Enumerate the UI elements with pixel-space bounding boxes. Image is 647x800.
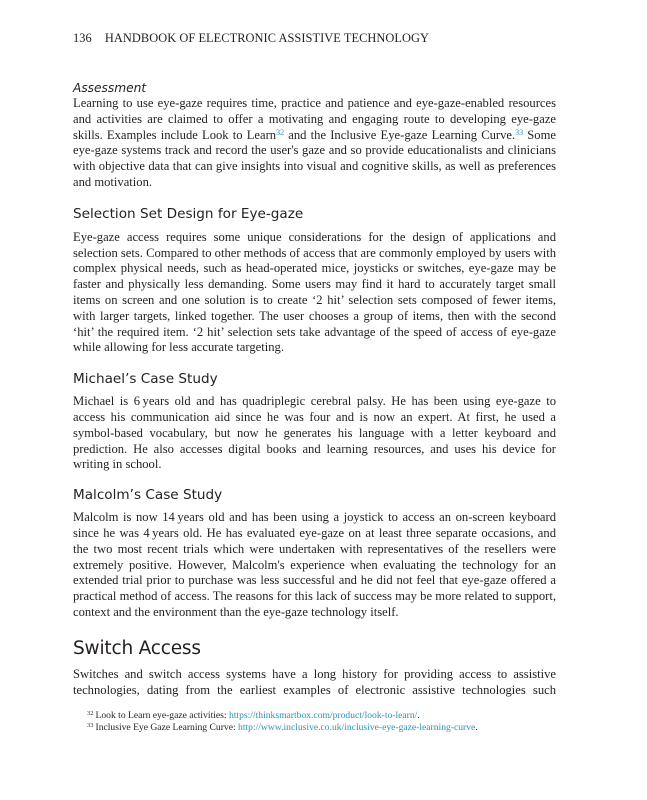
footnote-ref-32[interactable]: 32 <box>276 127 285 137</box>
michael-case-study-section <box>73 370 556 473</box>
selection-set-section <box>73 205 556 356</box>
page-number: 136 <box>73 31 92 45</box>
assessment-text-1: Learning to use eye-gaze requires time, practice and patience and eye-gaze-enabled resources and activities are claimed to offer a motivating and engaging route to developing eye-gaze skills. Examples include Look to Learn <box>73 96 556 142</box>
footnote-number: 33 <box>87 721 94 729</box>
assessment-section <box>73 78 556 191</box>
footnote-link[interactable]: http://www.inclusive.co.uk/inclusive-eye-gaze-learning-curve <box>238 721 476 733</box>
page-content <box>73 78 556 698</box>
footnotes <box>87 710 557 734</box>
michael-case-study-heading: Michael’s Case Study <box>73 371 218 388</box>
malcolm-case-study-heading: Malcolm’s Case Study <box>73 487 223 504</box>
footnote-number: 32 <box>87 710 94 717</box>
running-head <box>73 31 429 46</box>
footnote-link[interactable]: https://thinksmartbox.com/product/look-to-learn/ <box>228 710 418 721</box>
footnote-label: Inclusive Eye Gaze Learning Curve: <box>95 721 239 733</box>
assessment-text-2: and the Inclusive Eye-gaze Learning Curve. <box>284 127 516 142</box>
assessment-text-3: Some eye-gaze systems track and record the user's gaze and so provide educationalists and clinicians with objective data that can give insights into visual and cognitive skills, as well as preferences and motivation. <box>73 127 556 189</box>
footnote-label: Look to Learn eye-gaze activities: <box>95 710 229 721</box>
michael-case-study-paragraph: Michael is 6 years old and has quadriplegic cerebral palsy. He has been using eye-gaze to access his communication aid since he was four and is now an expert. At first, he used a symbol-based vocabulary, but now he generates his language with a letter keyboard and prediction. He also accesses digital books and learning resources, and uses his device for writing in school. <box>73 394 556 472</box>
assessment-paragraph <box>73 96 556 191</box>
selection-set-paragraph: Eye-gaze access requires some unique considerations for the design of applications and selection sets. Compared to other methods of access that are commonly employed by users with complex physical needs, such as head-operated mice, joysticks or switches, eye-gaze may be faster and physically less demanding. Some users may find it hard to accurately target small items on screen and one solution is to create ‘2 hit’ selection sets composed of fewer items, with larger targets, linked together. The user chooses a group of items, then with the second ‘hit’ the required item. ‘2 hit’ selection sets take advantage of the speed of access of eye-gaze while allowing for less accurate targeting. <box>73 229 556 355</box>
malcolm-case-study-paragraph: Malcolm is now 14 years old and has been using a joystick to access an on-screen keyboard since he was 4 years old. He has evaluated eye-gaze on at least three separate occasions, and the two most recent trials which were undertaken with representatives of the resellers were extremely positive. However, Malcolm's experience when evaluating the technology for an extended trial prior to purchase was less successful and he did not feel that eye-gaze offered a practical method of access. The reasons for this lack of success may be more related to support, context and the environment than the eye-gaze technology itself. <box>73 510 556 619</box>
footnote-ref-33[interactable]: 33 <box>515 127 524 137</box>
assessment-heading: Assessment <box>73 81 147 95</box>
switch-access-paragraph: Switches and switch access systems have a long history for providing access to assistive technologies, dating from the earliest examples of electronic assistive technologies such <box>73 666 556 697</box>
footnote-33 <box>87 722 557 734</box>
footnote-32 <box>87 710 557 722</box>
selection-set-heading: Selection Set Design for Eye-gaze <box>73 205 304 222</box>
footnote-trail: . <box>475 721 478 733</box>
footnote-trail: . <box>417 710 420 721</box>
book-title: HANDBOOK OF ELECTRONIC ASSISTIVE TECHNOLOGY <box>104 31 429 45</box>
malcolm-case-study-section <box>73 486 556 621</box>
switch-access-heading: Switch Access <box>73 637 201 659</box>
switch-access-section <box>73 638 556 699</box>
